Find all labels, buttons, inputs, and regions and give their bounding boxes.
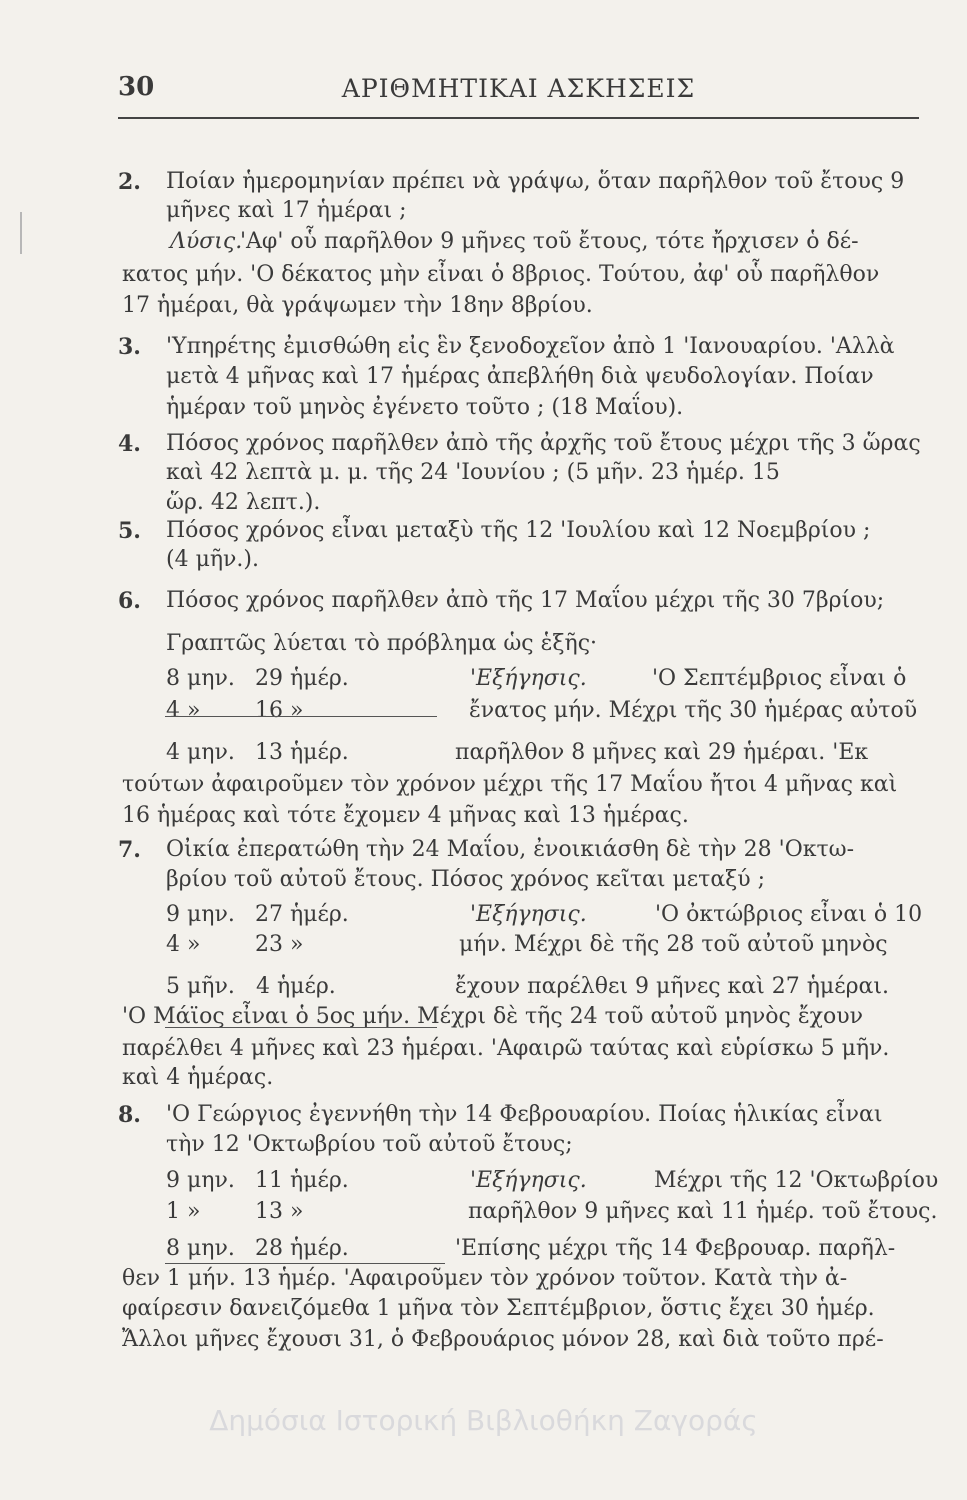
text-line — [0, 1000, 967, 1034]
library-watermark: Δημόσια Ιστορική Βιβλιοθήκη Ζαγοράς — [209, 1404, 758, 1437]
text-line — [0, 225, 967, 259]
text-line — [0, 360, 967, 394]
text-segment: 16 ἡμέρας καὶ τότε ἔχομεν 4 μῆνας καὶ 13 ἡμέρας. — [122, 803, 689, 828]
text-segment: 4 » — [166, 698, 201, 723]
page-header — [118, 72, 919, 112]
text-segment: 'Εξήγησις. — [470, 1168, 587, 1193]
text-line — [0, 1195, 967, 1229]
problem-number: 8. — [118, 1102, 141, 1128]
problem-number: 3. — [118, 334, 141, 360]
page-number: 30 — [118, 72, 155, 102]
text-segment: 8 μην. — [166, 1236, 235, 1261]
text-segment: φαίρεσιν δανειζόμεθα 1 μῆνα τὸν Σεπτέμβριον, ὅστις ἔχει 30 ἡμέρ. — [122, 1296, 875, 1321]
text-segment: 4 μην. — [166, 740, 235, 765]
text-line — [0, 736, 967, 770]
text-line — [0, 799, 967, 833]
text-line — [0, 627, 967, 661]
text-segment: Οἰκία ἐπερατώθη τὴν 24 Μαΐου, ἐνοικιάσθη δὲ τὴν 28 'Οκτω- — [166, 837, 855, 862]
text-segment: 'Ο ὀκτώβριος εἶναι ὁ 10 — [655, 902, 923, 927]
text-segment: Λύσις. — [170, 229, 243, 254]
text-line — [0, 970, 967, 1004]
text-segment: 'Υπηρέτης ἐμισθώθη εἰς ἓν ξενοδοχεῖον ἀπὸ 1 'Ιανουαρίου. 'Αλλὰ — [166, 334, 895, 359]
text-segment: Πόσος χρόνος παρῆλθεν ἀπὸ τῆς 17 Μαΐου μέχρι τῆς 30 7βρίου; — [166, 588, 885, 613]
text-segment: 23 » — [255, 932, 304, 957]
text-line — [0, 1323, 967, 1357]
text-segment: Ποίαν ἡμερομηνίαν πρέπει νὰ γράψω, ὅταν παρῆλθον τοῦ ἔτους 9 — [166, 169, 905, 194]
text-segment: 28 ἡμέρ. — [255, 1236, 349, 1261]
text-segment: καὶ 4 ἡμέρας. — [122, 1065, 274, 1090]
text-line — [0, 391, 967, 425]
text-line — [0, 289, 967, 323]
text-line — [0, 768, 967, 802]
text-segment: 27 ἡμέρ. — [255, 902, 349, 927]
text-segment: ἡμέραν τοῦ μηνὸς ἐγένετο τοῦτο ; (18 Μαΐου). — [166, 395, 684, 420]
text-segment: τὴν 12 'Οκτωβρίου τοῦ αὐτοῦ ἔτους; — [166, 1132, 573, 1157]
text-line — [0, 584, 967, 618]
text-segment: μῆνες καὶ 17 ἡμέραι ; — [166, 198, 407, 223]
running-title: ΑΡΙΘΜΗΤΙΚΑΙ ΑΣΚΗΣΕΙΣ — [341, 74, 696, 103]
text-segment: 13 » — [255, 1199, 304, 1224]
text-segment: μετὰ 4 μῆνας καὶ 17 ἡμέρας ἀπεβλήθη διὰ ψευδολογίαν. Ποίαν — [166, 364, 874, 389]
text-segment: 29 ἡμέρ. — [255, 666, 349, 691]
text-segment: παρέλθει 4 μῆνες καὶ 23 ἡμέραι. 'Αφαιρῶ ταύτας καὶ εὑρίσκω 5 μῆν. — [122, 1036, 890, 1061]
problem-number: 4. — [118, 431, 141, 457]
subtraction-rule — [165, 1263, 445, 1264]
text-segment: βρίου τοῦ αὐτοῦ ἔτους. Πόσος χρόνος κεῖται μεταξύ ; — [166, 867, 766, 892]
text-segment: 11 ἡμέρ. — [255, 1168, 349, 1193]
problem-number: 2. — [118, 169, 141, 195]
text-segment: 'Ο Σεπτέμβριος εἶναι ὁ — [652, 666, 907, 691]
text-segment: 9 μην. — [166, 902, 235, 927]
text-segment: κατος μήν. 'Ο δέκατος μὴν εἶναι ὁ 8βριος. Τούτου, ἀφ' οὗ παρῆλθον — [122, 262, 880, 287]
text-segment: 'Εξήγησις. — [470, 902, 587, 927]
text-segment: παρῆλθον 8 μῆνες καὶ 29 ἡμέραι. 'Εκ — [455, 740, 869, 765]
text-segment: Μέχρι τῆς 12 'Οκτωβρίου — [654, 1168, 939, 1193]
text-segment: 4 ἡμέρ. — [256, 974, 336, 999]
text-line — [0, 1292, 967, 1326]
text-segment: 8 μην. — [166, 666, 235, 691]
text-line — [0, 1232, 967, 1266]
text-segment: 'Ο Γεώργιος ἐγεννήθη τὴν 14 Φεβρουαρίου. Ποίας ἡλικίας εἶναι — [166, 1102, 883, 1127]
text-segment: 4 » — [166, 932, 201, 957]
text-line — [0, 1061, 967, 1095]
text-segment: παρῆλθον 9 μῆνες καὶ 11 ἡμέρ. τοῦ ἔτους. — [468, 1199, 938, 1224]
text-line — [0, 1262, 967, 1296]
text-segment: καὶ 42 λεπτὰ μ. μ. τῆς 24 'Ιουνίου ; (5 μῆν. 23 ἡμέρ. 15 — [166, 460, 780, 485]
text-segment: 'Αφ' οὗ παρῆλθον 9 μῆνες τοῦ ἔτους, τότε ἤρχισεν ὁ δέ- — [240, 229, 859, 254]
text-segment: Πόσος χρόνος εἶναι μεταξὺ τῆς 12 'Ιουλίου καὶ 12 Νοεμβρίου ; — [166, 518, 871, 543]
text-segment: Πόσος χρόνος παρῆλθεν ἀπὸ τῆς ἀρχῆς τοῦ ἔτους μέχρι τῆς 3 ὥρας — [166, 431, 921, 456]
text-segment: 1 » — [166, 1199, 201, 1224]
text-segment: 'Εξήγησις. — [470, 666, 587, 691]
text-line — [0, 863, 967, 897]
text-line — [0, 928, 967, 962]
text-line — [0, 194, 967, 228]
header-rule — [118, 117, 919, 119]
text-line — [0, 1128, 967, 1162]
text-segment: ὥρ. 42 λεπτ.). — [166, 490, 321, 515]
text-segment: ἔνατος μήν. Μέχρι τῆς 30 ἡμέρας αὐτοῦ — [469, 698, 918, 723]
text-line — [0, 898, 967, 932]
text-line — [0, 543, 967, 577]
text-segment: θεν 1 μήν. 13 ἡμέρ. 'Αφαιροῦμεν τὸν χρόνον τοῦτον. Κατὰ τὴν ἀ- — [122, 1266, 848, 1291]
text-segment: 13 ἡμέρ. — [255, 740, 349, 765]
text-segment: τούτων ἀφαιροῦμεν τὸν χρόνον μέχρι τῆς 17 Μαΐου ἤτοι 4 μῆνας καὶ — [122, 772, 898, 797]
text-line — [0, 833, 967, 867]
subtraction-rule — [165, 1027, 437, 1028]
text-line — [0, 1164, 967, 1198]
text-segment: 5 μῆν. — [166, 974, 235, 999]
text-segment: 17 ἡμέραι, θὰ γράψωμεν τὴν 18ην 8βρίου. — [122, 293, 593, 318]
text-line — [0, 662, 967, 696]
text-line — [0, 258, 967, 292]
text-segment: ἔχουν παρέλθει 9 μῆνες καὶ 27 ἡμέραι. — [455, 974, 890, 999]
problem-number: 5. — [118, 518, 141, 544]
subtraction-rule — [165, 716, 437, 717]
text-line — [0, 694, 967, 728]
text-line — [0, 330, 967, 364]
problem-number: 6. — [118, 588, 141, 614]
text-segment: 9 μην. — [166, 1168, 235, 1193]
text-line — [0, 1098, 967, 1132]
text-segment: 16 » — [255, 698, 304, 723]
text-segment: (4 μῆν.). — [166, 547, 259, 572]
text-segment: μήν. Μέχρι δὲ τῆς 28 τοῦ αὐτοῦ μηνὸς — [459, 932, 888, 957]
text-segment: 'Επίσης μέχρι τῆς 14 Φεβρουαρ. παρῆλ- — [455, 1236, 896, 1261]
text-segment: Ἄλλοι μῆνες ἔχουσι 31, ὁ Φεβρουάριος μόνον 28, καὶ διὰ τοῦτο πρέ- — [122, 1327, 884, 1352]
text-segment: 'Ο Μάϊος εἶναι ὁ 5ος μήν. Μέχρι δὲ τῆς 24 τοῦ αὐτοῦ μηνὸς ἔχουν — [122, 1004, 863, 1029]
text-segment: Γραπτῶς λύεται τὸ πρόβλημα ὡς ἑξῆς· — [166, 631, 598, 656]
problem-number: 7. — [118, 837, 141, 863]
text-line — [0, 456, 967, 490]
